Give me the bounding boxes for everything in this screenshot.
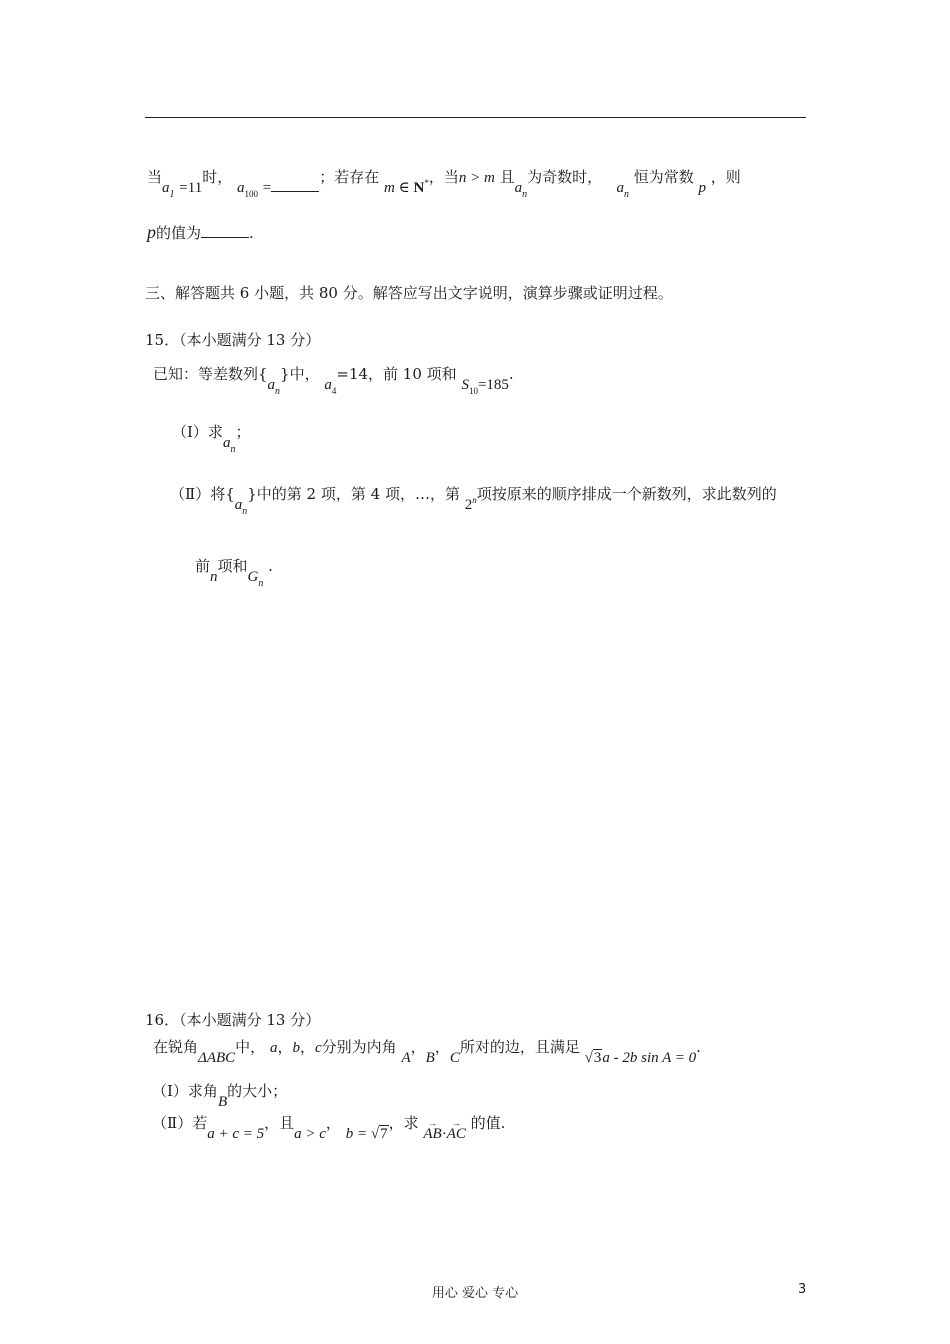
footer-text: 用心 爱心 专心 (431, 1286, 519, 1301)
q16-part2: （Ⅱ）若a + c = 5，且a > c， b = √7，求 → AB·→ AC 的值. (152, 1113, 505, 1134)
an-1: $a_n$ (514, 180, 528, 200)
a100: $a_{100}$ (237, 180, 258, 199)
q15-header: 15．（本小题满分 13 分） (145, 331, 321, 349)
page-number: 3 (798, 1282, 807, 1297)
answer-blank-2[interactable] (201, 225, 249, 238)
fill-blank-line-2: p的值为 . (147, 222, 254, 242)
m-in-N: m ∈ N* (384, 178, 429, 196)
section-heading: 三、解答题共 6 小题，共 80 分。解答应写出文字说明，演算步骤或证明过程。 (145, 284, 673, 302)
q16-header: 16．（本小题满分 13 分） (145, 1011, 321, 1029)
answer-blank-1[interactable] (271, 179, 319, 192)
fill-blank-line-1: 当$a_1 =11$时， $a_{100}$ =；若存在 m ∈ N*，当n > m 且$a_n$为奇数时， $a_n$ 恒为常数 p ，则 (147, 168, 741, 200)
q16-given: 在锐角ΔABC中， a，b，c分别为内角 A，B，C所对的边，且满足 √3a - 2b sin A = 0. (153, 1038, 701, 1066)
q16-part1: （Ⅰ）求角B的大小； (152, 1082, 288, 1110)
q15-part2-cont: 前n项和$G_n$ . (195, 557, 273, 589)
a1: $a_1$ (162, 180, 175, 200)
header-rule (145, 117, 806, 118)
q15-part2: （Ⅱ）将$\{a_n\}$中的第 2 项，第 4 项，…，第 2$^n$项按原来的顺序排成一个新数列，求此数列的 (170, 485, 777, 517)
an-2: $a_n$ (616, 180, 629, 200)
q15-given: 已知：等差数列$\{a_n\}$中， $a_4=14$，前 10 项和 $S_{10}=185$. (153, 365, 514, 397)
q15-part1: （Ⅰ）求$a_n$； (172, 423, 251, 455)
